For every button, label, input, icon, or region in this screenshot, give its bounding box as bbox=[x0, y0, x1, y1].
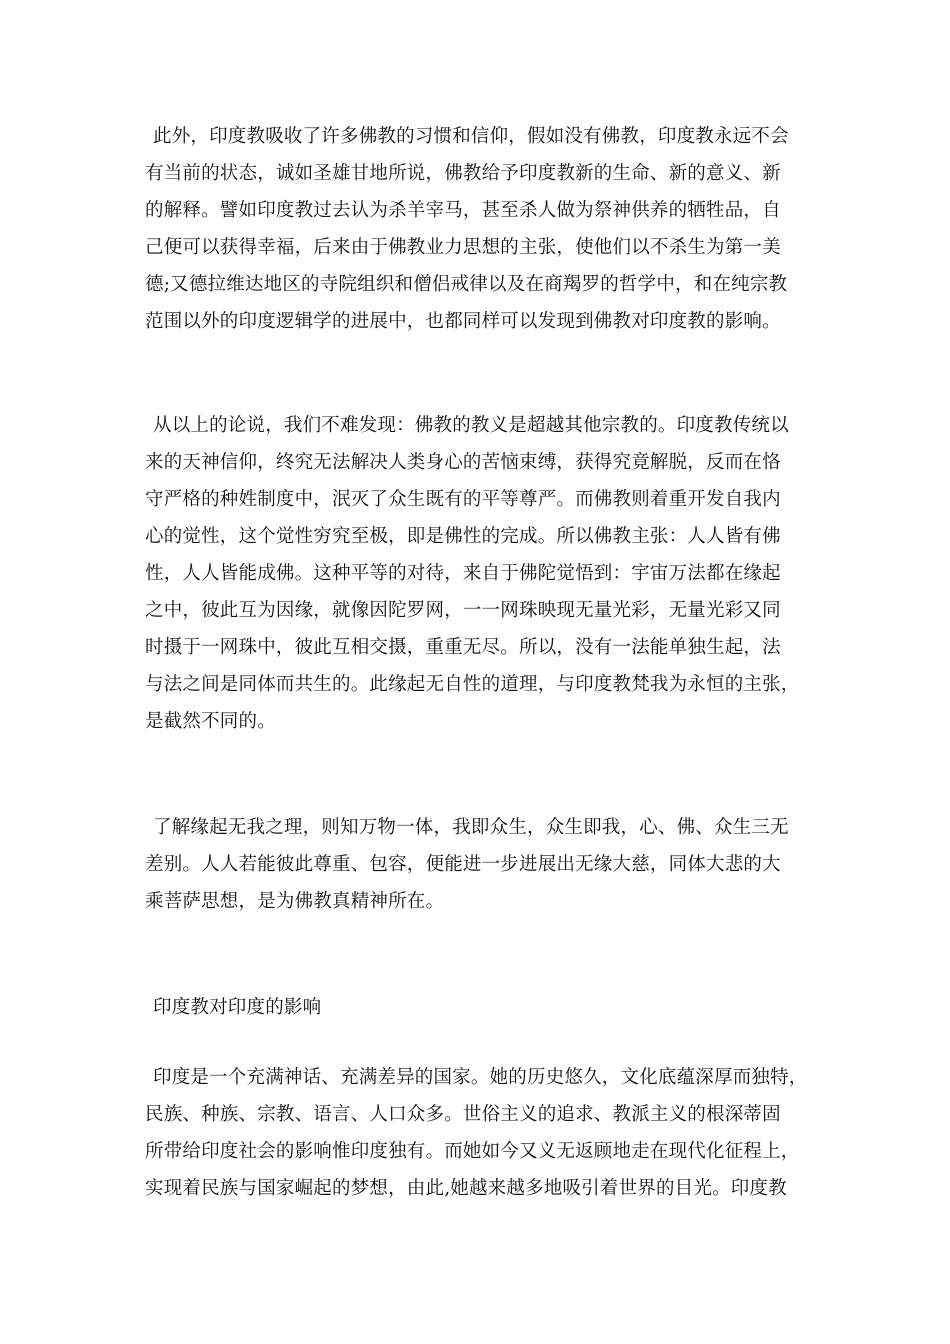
paragraph-line: 之中，彼此互为因缘，就像因陀罗网，一一网珠映现无量光彩，无量光彩又同 bbox=[145, 600, 781, 621]
paragraph-line: 从以上的论说，我们不难发现：佛教的教义是超越其他宗教的。印度教传统以 bbox=[153, 415, 789, 436]
paragraph-line: 了解缘起无我之理，则知万物一体，我即众生，众生即我，心、佛、众生三无 bbox=[153, 817, 789, 838]
paragraph-line: 与法之间是同体而共生的。此缘起无自性的道理，与印度教梵我为永恒的主张， bbox=[145, 674, 800, 695]
paragraph-line: 实现着民族与国家崛起的梦想，由此,她越来越多地吸引着世界的目光。印度教 bbox=[145, 1178, 787, 1199]
paragraph-line: 是截然不同的。 bbox=[145, 711, 276, 732]
paragraph-line: 乘菩萨思想，是为佛教真精神所在。 bbox=[145, 891, 445, 912]
section-heading: 印度教对印度的影响 bbox=[153, 997, 322, 1018]
paragraph-line: 的解释。譬如印度教过去认为杀羊宰马，甚至杀人做为祭神供养的牺牲品，自 bbox=[145, 200, 781, 221]
paragraph-line: 所带给印度社会的影响惟印度独有。而她如今又义无返顾地走在现代化征程上， bbox=[145, 1141, 800, 1162]
paragraph-line: 有当前的状态，诚如圣雄甘地所说，佛教给予印度教新的生命、新的意义、新 bbox=[145, 163, 781, 184]
paragraph-line: 时摄于一网珠中，彼此互相交摄，重重无尽。所以，没有一法能单独生起，法 bbox=[145, 637, 781, 658]
paragraph-line: 范围以外的印度逻辑学的进展中，也都同样可以发现到佛教对印度教的影响。 bbox=[145, 311, 781, 332]
paragraph-line: 印度是一个充满神话、充满差异的国家。她的历史悠久，文化底蕴深厚而独特， bbox=[153, 1067, 808, 1088]
paragraph-line: 此外，印度教吸收了许多佛教的习惯和信仰，假如没有佛教，印度教永远不会 bbox=[153, 126, 789, 147]
paragraph-line: 守严格的种姓制度中，泯灭了众生既有的平等尊严。而佛教则着重开发自我内 bbox=[145, 489, 781, 510]
paragraph-line: 己便可以获得幸福，后来由于佛教业力思想的主张，使他们以不杀生为第一美 bbox=[145, 237, 781, 258]
paragraph-line: 差别。人人若能彼此尊重、包容，便能进一步进展出无缘大慈，同体大悲的大 bbox=[145, 854, 781, 875]
paragraph-line: 来的天神信仰，终究无法解决人类身心的苦恼束缚，获得究竟解脱，反而在恪 bbox=[145, 452, 781, 473]
paragraph-line: 德;又德拉维达地区的寺院组织和僧侣戒律以及在商羯罗的哲学中，和在纯宗教 bbox=[145, 274, 788, 295]
paragraph-line: 性，人人皆能成佛。这种平等的对待，来自于佛陀觉悟到：宇宙万法都在缘起 bbox=[145, 563, 781, 584]
paragraph-line: 民族、种族、宗教、语言、人口众多。世俗主义的追求、教派主义的根深蒂固 bbox=[145, 1104, 781, 1125]
paragraph-line: 心的觉性，这个觉性穷究至极，即是佛性的完成。所以佛教主张：人人皆有佛 bbox=[145, 526, 781, 547]
